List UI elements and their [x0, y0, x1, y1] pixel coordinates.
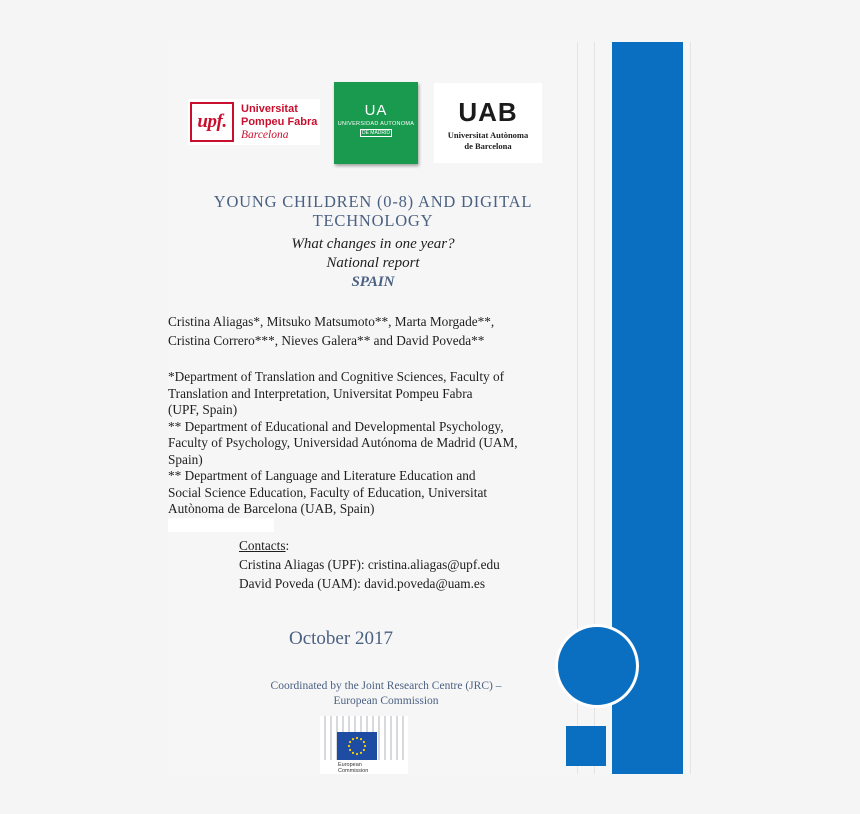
- affiliation-line: Translation and Interpretation, Universitat Pompeu Fabra: [168, 385, 473, 401]
- affiliation-line: ** Department of Language and Literature Education and: [168, 468, 476, 483]
- coordination-line: Coordinated by the Joint Research Centre (JRC) –: [270, 680, 502, 692]
- uab-logo-line: Universitat Autònoma: [447, 130, 529, 140]
- blue-circle-decoration: [555, 624, 639, 708]
- coordination-note: [232, 679, 540, 709]
- ec-logo-line: European: [338, 762, 362, 768]
- affiliation-line: Autònoma de Barcelona (UAB, Spain): [168, 501, 375, 516]
- uam-logo-mark: UA: [364, 102, 388, 119]
- contact-line[interactable]: Cristina Aliagas (UPF): cristina.aliagas@upf.edu: [239, 557, 500, 572]
- affiliation-line: (UPF, Spain): [168, 402, 238, 417]
- blank-strip: [168, 518, 274, 532]
- report-subtitle: [168, 235, 578, 292]
- subtitle-line: National report: [326, 255, 420, 271]
- upf-logo-text: [241, 103, 317, 142]
- uam-logo-sub: DE MADRID: [361, 130, 391, 136]
- affiliation-line: Faculty of Psychology, Universidad Autónoma de Madrid (UAM,: [168, 435, 518, 450]
- contact-line[interactable]: David Poveda (UAM): david.poveda@uam.es: [239, 576, 485, 591]
- uam-logo: [334, 82, 418, 164]
- upf-logo-line: Pompeu Fabra: [241, 115, 318, 128]
- uab-logo-mark: UAB: [458, 97, 518, 127]
- upf-logo: [188, 99, 320, 145]
- coordination-line: European Commission: [333, 695, 439, 707]
- affiliation-line: *Department of Translation and Cognitive Sciences, Faculty of: [168, 369, 505, 384]
- blue-square-decoration: [566, 726, 606, 766]
- upf-logo-line: Universitat: [241, 102, 298, 115]
- eu-flag-icon: [337, 732, 377, 760]
- affiliation-line: Spain): [168, 451, 203, 467]
- upf-logo-mark: upf.: [190, 102, 234, 142]
- uam-logo-name: UNIVERSIDAD AUTONOMA: [337, 121, 415, 127]
- title-line: TECHNOLOGY: [312, 211, 434, 230]
- european-commission-logo: [320, 716, 408, 774]
- affiliation-line: ** Department of Educational and Developmental Psychology,: [168, 418, 504, 434]
- contacts-heading: Contacts: [239, 538, 286, 553]
- country-label: SPAIN: [351, 274, 395, 290]
- ec-logo-text: [338, 762, 368, 774]
- report-date: October 2017: [289, 628, 393, 649]
- uab-logo-line: de Barcelona: [464, 141, 512, 151]
- contacts-colon: :: [285, 538, 290, 553]
- report-title: [168, 192, 578, 230]
- uab-logo: [434, 83, 542, 163]
- author-line: Cristina Aliagas*, Mitsuko Matsumoto**, Marta Morgade**,: [168, 314, 495, 329]
- title-line: YOUNG CHILDREN (0-8) AND DIGITAL: [213, 192, 533, 211]
- contacts-block: [239, 536, 579, 593]
- subtitle-line: What changes in one year?: [291, 236, 455, 252]
- author-line: Cristina Correro***, Nieves Galera** and David Poveda**: [168, 333, 485, 348]
- contacts-heading-row: [239, 536, 579, 555]
- affiliations: [168, 369, 580, 518]
- author-list: [168, 312, 578, 350]
- decorative-rule: [690, 42, 691, 774]
- affiliation-line: Social Science Education, Faculty of Education, Universitat: [168, 484, 488, 500]
- upf-logo-city: Barcelona: [241, 128, 289, 141]
- uab-logo-name: [434, 130, 542, 152]
- ec-logo-line: Commission: [338, 768, 369, 774]
